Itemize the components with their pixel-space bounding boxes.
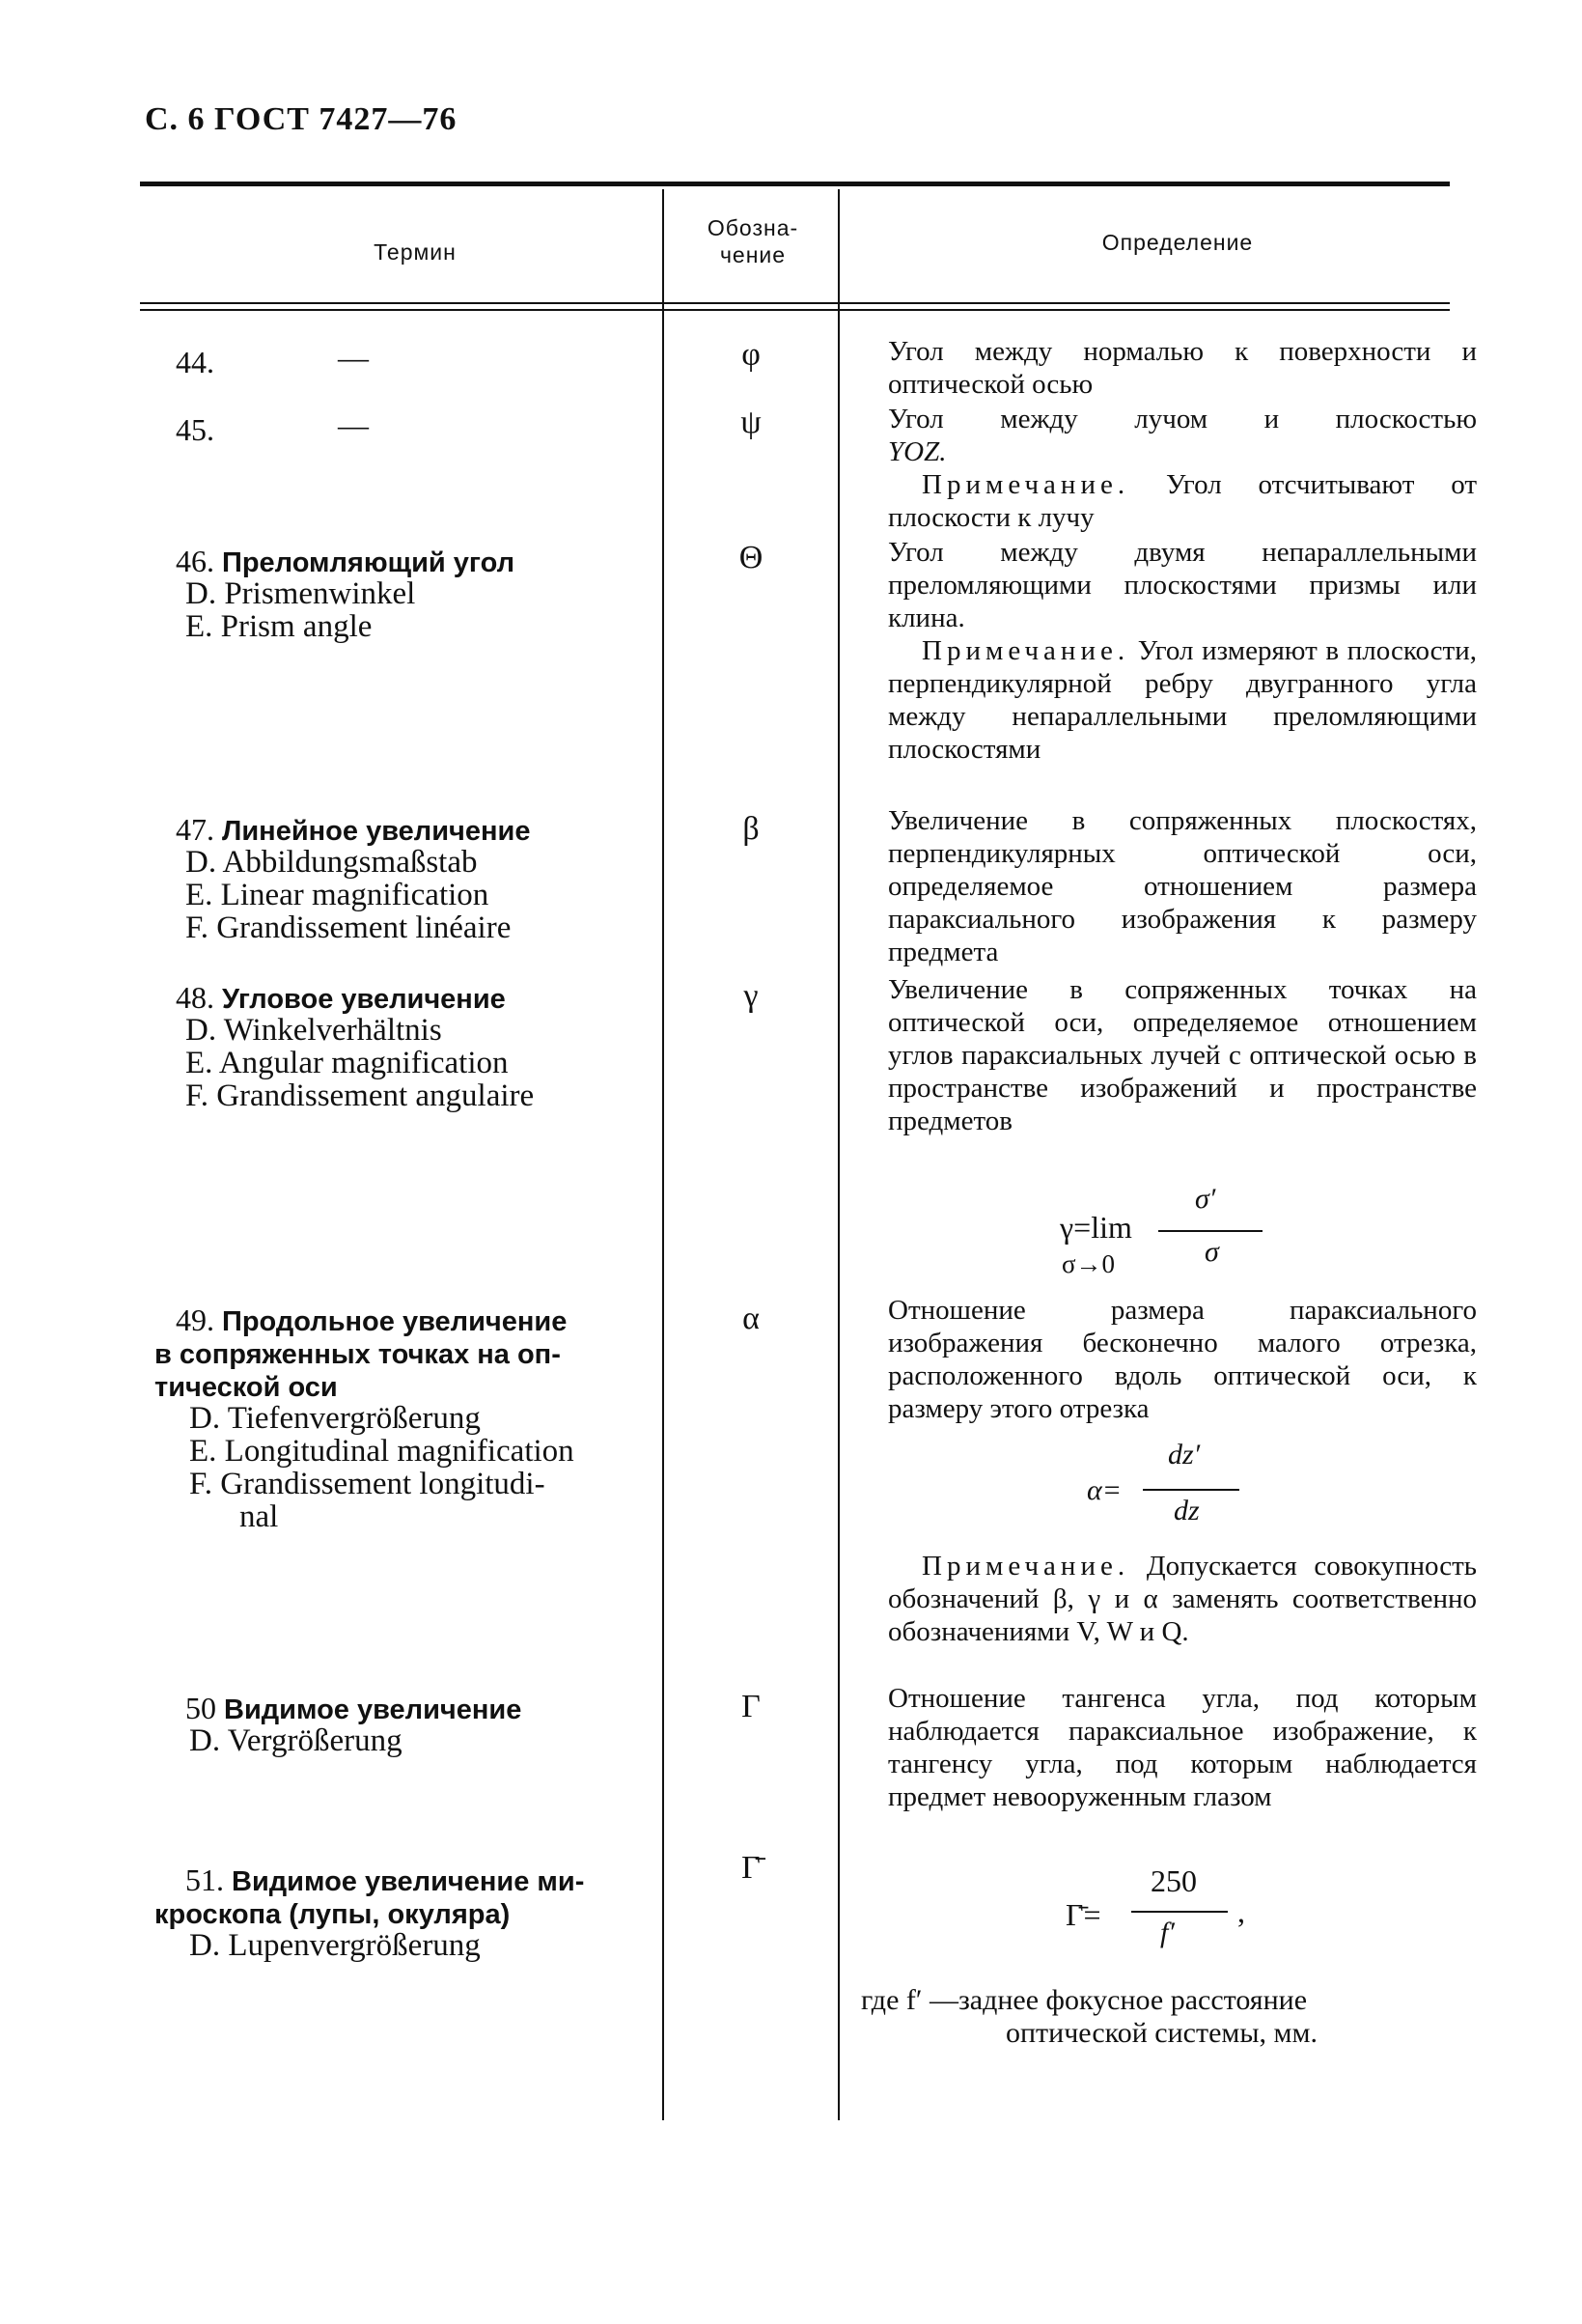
- formula-numerator: 250: [1151, 1863, 1197, 1898]
- column-divider-2: [838, 189, 840, 2120]
- header-bottom-rule-2: [140, 309, 1450, 311]
- term-dash: —: [338, 407, 369, 442]
- formula-denominator: f′: [1160, 1917, 1175, 1948]
- term-number: 47.: [176, 812, 214, 847]
- definition: Увеличение в сопряженных точках на оптической оси, определяемое отношением углов параксиальных лучей с оптической осью в пространстве изображений и пространстве предметов: [888, 974, 1477, 1136]
- symbol: α: [742, 1301, 760, 1336]
- note-text: Угол отсчитывают от плоскости к лучу: [888, 469, 1477, 533]
- definition: Отношение размера параксиального изображения бесконечно малого отрезка, расположенного вдоль оптической оси, к размеру этого отрезка: [888, 1295, 1477, 1424]
- term-line: [185, 1863, 658, 1898]
- formula-denominator: dz: [1174, 1495, 1200, 1526]
- definition-line: Угол между лучом и плоскостью: [888, 404, 1477, 434]
- symbol: Г: [741, 1689, 761, 1724]
- term-name: кроскопа (лупы, окуляра): [154, 1899, 511, 1930]
- term-german: D. Prismenwinkel: [185, 576, 416, 611]
- table-top-rule: [140, 182, 1450, 186]
- term-french: F. Grandissement longitudi-: [189, 1467, 545, 1501]
- note-label: Примечание.: [922, 635, 1130, 666]
- symbol: γ: [743, 978, 759, 1014]
- note-label: Примечание.: [922, 469, 1130, 500]
- formula-lhs: γ=lim: [1060, 1210, 1132, 1245]
- term-name: Угловое увеличение: [222, 984, 506, 1015]
- term-german: D. Tiefenvergrößerung: [189, 1401, 481, 1436]
- symbol: Θ: [738, 540, 763, 575]
- page-header: С. 6 ГОСТ 7427—76: [145, 101, 458, 137]
- formula-denominator: σ: [1205, 1236, 1219, 1268]
- term-french: F. Grandissement linéaire: [185, 910, 512, 945]
- term-name: тической оси: [154, 1372, 338, 1403]
- term-line: [176, 545, 514, 579]
- column-divider-1: [662, 189, 664, 2120]
- term-german: D. Winkelverhältnis: [185, 1013, 442, 1048]
- symbol: φ: [741, 337, 761, 373]
- formula-fraction-bar: [1143, 1489, 1239, 1491]
- term-line: [154, 1896, 510, 1931]
- column-header-symbol-line1: Обозна-: [707, 215, 799, 240]
- term-german: D. Vergrößerung: [189, 1723, 402, 1758]
- term-english: E. Angular magnification: [185, 1046, 509, 1080]
- symbol: Г̄: [741, 1850, 761, 1886]
- term-number: 44.: [176, 345, 214, 379]
- definition: Угол между нормалью к поверхности и оптической осью: [888, 336, 1477, 400]
- formula-lhs: Г̄=: [1066, 1897, 1101, 1932]
- term-english: E. Longitudinal magnification: [189, 1434, 574, 1469]
- definition: Отношение тангенса угла, под которым наблюдается параксиальное изображение, к тангенсу угла, под которым наблюдается предмет невооруженным глазом: [888, 1683, 1477, 1812]
- formula-fraction-bar: [1158, 1230, 1263, 1232]
- term-name: Продольное увеличение: [222, 1306, 568, 1337]
- term-line: [176, 981, 506, 1016]
- formula-numerator: dz′: [1168, 1439, 1201, 1470]
- term-line: [185, 1692, 521, 1726]
- where-clause: [861, 1984, 1488, 2050]
- term-number: 45.: [176, 412, 214, 447]
- formula-fraction-bar: [1131, 1911, 1228, 1913]
- column-header-symbol-line2: чение: [719, 242, 787, 267]
- column-header-symbol: [676, 214, 830, 268]
- term-german: D. Abbildungsmaßstab: [185, 845, 478, 880]
- definition: Угол между двумя непараллельными преломляющими плоскостями призмы или клина.: [888, 537, 1477, 633]
- formula-numerator: σ′: [1195, 1183, 1216, 1215]
- formula-subscript: σ→0: [1062, 1249, 1116, 1278]
- note: [888, 634, 1477, 766]
- formula-tail: ,: [1237, 1894, 1245, 1929]
- definition-line: YOZ.: [888, 436, 947, 467]
- term-name: Видимое увеличение: [224, 1694, 522, 1725]
- formula-lhs: α=: [1087, 1474, 1122, 1506]
- where-line: где f′ —заднее фокусное расстояние: [861, 1984, 1308, 2016]
- note-label: Примечание.: [922, 1551, 1130, 1582]
- term-line: [176, 813, 530, 848]
- term-name: Линейное увеличение: [222, 816, 531, 847]
- term-line: [154, 1369, 338, 1404]
- term-dash: —: [338, 340, 369, 375]
- term-english: E. Linear magnification: [185, 878, 489, 912]
- definition: Увеличение в сопряженных плоскостях, перпендикулярных оптической оси, определяемое отношением размера параксиального изображения к размеру предмета: [888, 805, 1477, 967]
- term-line: [176, 1303, 658, 1338]
- definition: [888, 403, 1477, 468]
- term-german: D. Lupenvergrößerung: [189, 1928, 481, 1963]
- symbol: β: [742, 811, 760, 847]
- column-header-definition: Определение: [1101, 230, 1254, 255]
- term-number: 46.: [176, 544, 214, 578]
- term-number: 49.: [176, 1302, 214, 1337]
- term-number: 48.: [176, 980, 214, 1015]
- header-bottom-rule: [140, 302, 1450, 304]
- note-text: Допускается совокупность обозначений β, γ и α заменять соответственно обозначениями V, W и Q.: [888, 1551, 1477, 1647]
- column-header-term: Термин: [374, 239, 457, 265]
- term-name: в сопряженных точках на оп-: [154, 1339, 561, 1370]
- term-number: 50: [185, 1691, 216, 1725]
- where-line: оптической системы, мм.: [1006, 2017, 1318, 2049]
- term-name: Преломляющий угол: [222, 547, 515, 578]
- symbol: ψ: [740, 405, 762, 440]
- term-english: E. Prism angle: [185, 609, 373, 644]
- term-french: nal: [239, 1499, 279, 1534]
- note-text: Угол измеряют в плоскости, перпендикулярной ребру двугранного угла между непараллельными преломляющими плоскостями: [888, 635, 1477, 765]
- term-french: F. Grandissement angulaire: [185, 1078, 535, 1113]
- term-line: [154, 1336, 561, 1371]
- note: [888, 468, 1477, 534]
- term-number: 51.: [185, 1862, 224, 1897]
- note: [888, 1550, 1477, 1648]
- term-name: Видимое увеличение ми-: [232, 1866, 585, 1897]
